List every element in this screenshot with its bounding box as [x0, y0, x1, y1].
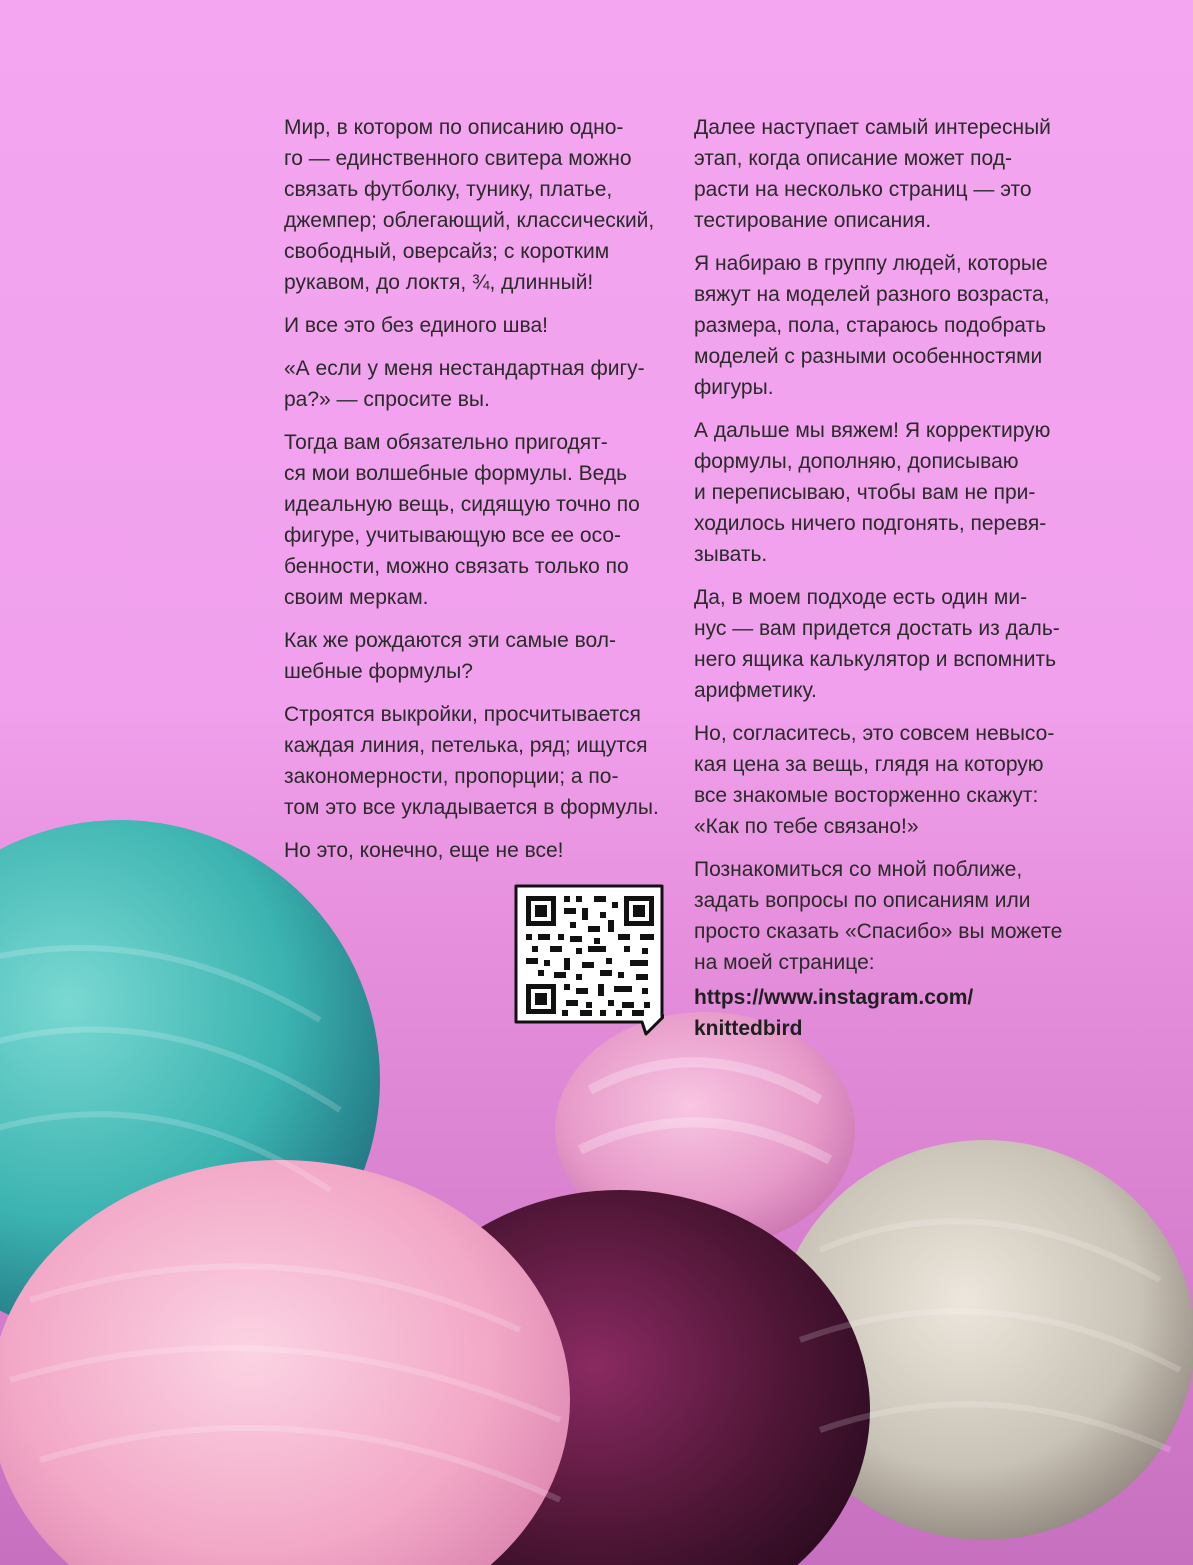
paragraph: Тогда вам обязательно пригодят- ся мои волшебные формулы. Ведь идеальную вещь, сидящую точно по фигуре, учитывающую все ее осо- бенности, можно связать только по своим меркам.	[284, 431, 640, 609]
right-text-column	[694, 112, 1084, 1044]
left-text-column	[284, 112, 684, 878]
paragraph: Я набираю в группу людей, которые вяжут на моделей разного возраста, размера, пола, стараюсь подобрать моделей с разными особенностями фигуры.	[694, 252, 1050, 399]
paragraph: Строятся выкройки, просчитывается каждая линия, петелька, ряд; ищутся закономерности, пропорции; а по- том это все укладывается в формулы.	[284, 703, 659, 819]
paragraph: Познакомиться со мной поближе, задать вопросы по описаниям или просто сказать «Спасибо» вы можете на моей странице:	[694, 858, 1063, 974]
paragraph: Но, согласитесь, это совсем невысо- кая цена за вещь, глядя на которую все знакомые восторженно скажут: «Как по тебе связано!»	[694, 722, 1055, 838]
paragraph: «А если у меня нестандартная фигу- ра?» — спросите вы.	[284, 357, 645, 411]
paragraph: Да, в моем подходе есть один ми- нус — вам придется достать из даль- него ящика калькулятор и вспомнить арифметику.	[694, 586, 1060, 702]
instagram-link-line2: knittedbird	[694, 1017, 803, 1040]
paragraph: Как же рождаются эти самые вол- шебные формулы?	[284, 629, 617, 683]
qr-code-icon[interactable]	[514, 884, 664, 1036]
paragraph: Далее наступает самый интересный этап, когда описание может под- расти на несколько страниц — это тестирование описания.	[694, 116, 1051, 232]
instagram-link[interactable]	[694, 982, 1084, 1044]
paragraph: И все это без единого шва!	[284, 314, 548, 337]
instagram-link-line1: https://www.instagram.com/	[694, 986, 974, 1009]
paragraph: А дальше мы вяжем! Я корректирую формулы, дополняю, дописываю и переписываю, чтобы вам не при- ходилось ничего подгонять, перевя- зывать.	[694, 419, 1051, 566]
paragraph: Мир, в котором по описанию одно- го — единственного свитера можно связать футболку, тунику, платье, джемпер; облегающий, классический, свободный, оверсайз; с коротким рукавом, до локтя, ¾, длинный!	[284, 116, 655, 294]
paragraph: Но это, конечно, еще не все!	[284, 839, 564, 862]
